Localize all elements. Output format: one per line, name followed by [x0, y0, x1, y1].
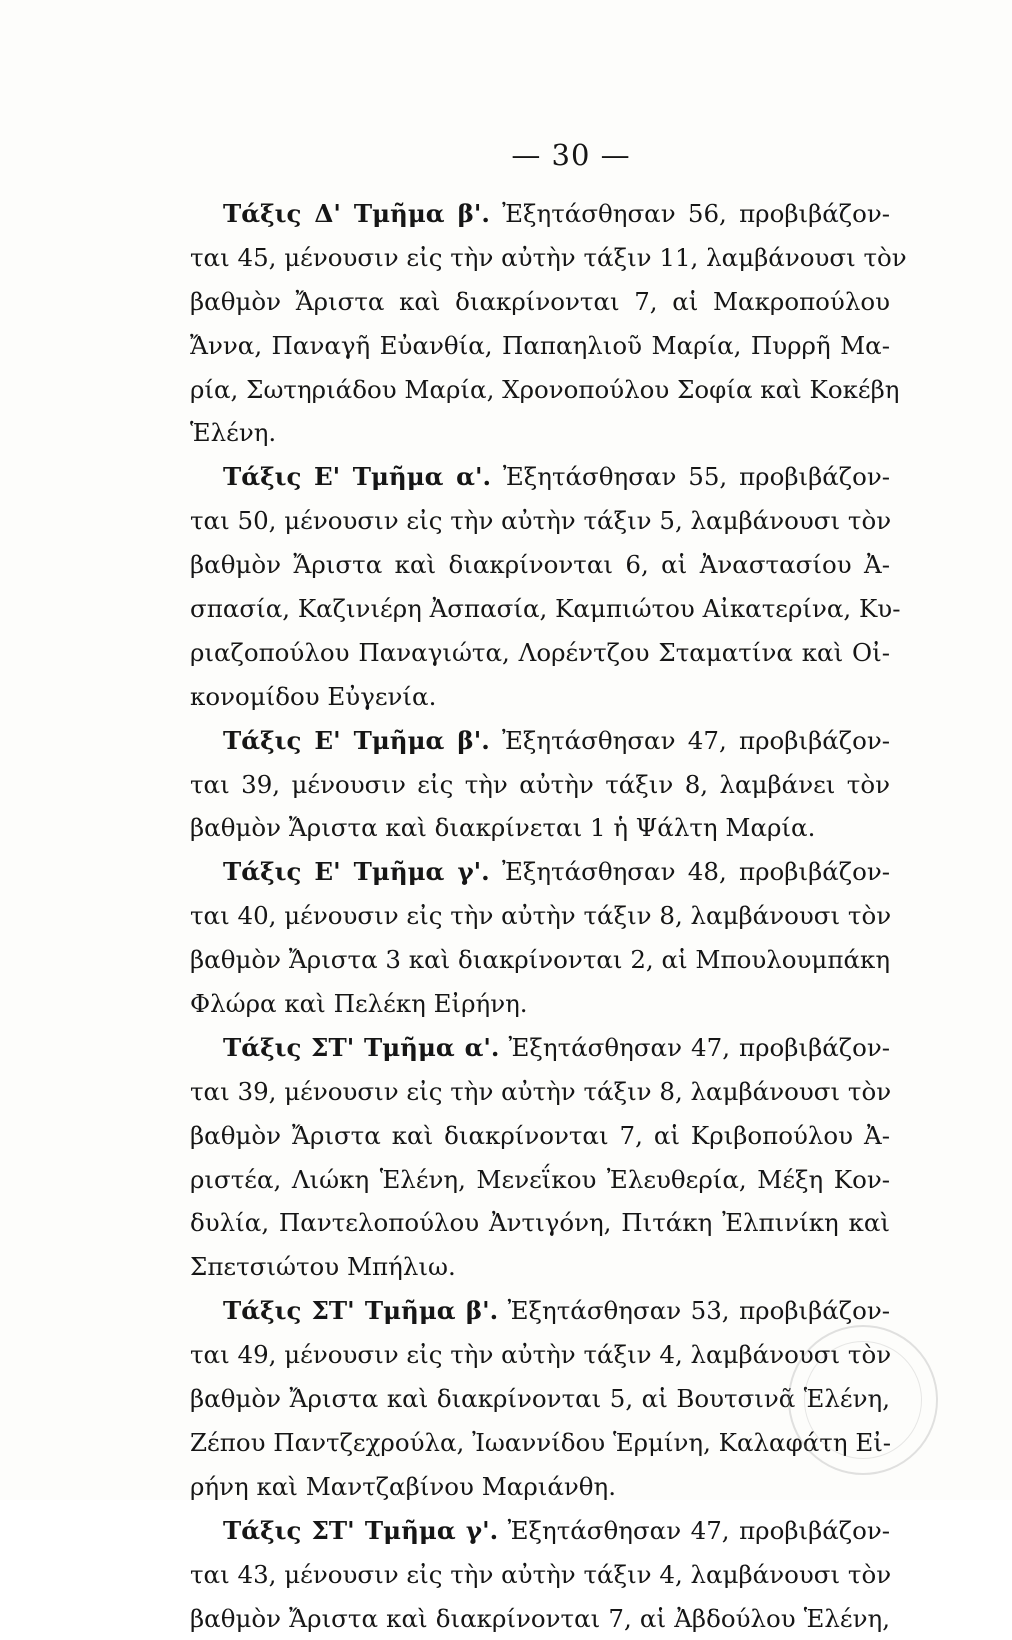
paragraph-line: ται 50, μένουσιν εἰς τὴν αὐτὴν τάξιν 5, λαμβάνουσι τὸν [190, 499, 890, 543]
paragraph-first-line [190, 1509, 890, 1553]
paragraph-text: Ἐξητάσθησαν 47, προβιβάζον- [490, 726, 890, 755]
paragraph-line: δυλία, Παντελοπούλου Ἀντιγόνη, Πιτάκη Ἐλπινίκη καὶ [190, 1201, 890, 1245]
class-report-paragraph [190, 455, 890, 718]
paragraph-text: Ἐξητάσθησαν 47, προβιβάζον- [498, 1516, 890, 1545]
paragraph-first-line [190, 455, 890, 499]
paragraph-first-line [190, 1026, 890, 1070]
paragraph-text: Ἐξητάσθησαν 48, προβιβάζον- [490, 857, 890, 886]
class-report-paragraph [190, 1026, 890, 1289]
class-section-heading: Τάξις ΣΤ' Τμῆμα α'. [223, 1033, 499, 1062]
paragraph-line: Ἄννα, Παναγῆ Εὐανθία, Παπαηλιοῦ Μαρία, Πυρρῆ Μα- [190, 324, 890, 368]
class-report-paragraph [190, 192, 890, 455]
paragraph-line: ται 39, μένουσιν εἰς τὴν αὐτὴν τάξιν 8, λαμβάνει τὸν [190, 763, 890, 807]
paragraph-text: Ἐξητάσθησαν 55, προβιβάζον- [491, 462, 890, 491]
class-section-heading: Τάξις Ε' Τμῆμα γ'. [223, 857, 490, 886]
paragraph-line: βαθμὸν Ἄριστα καὶ διακρίνονται 7, αἱ Κριβοπούλου Ἀ- [190, 1114, 890, 1158]
paragraph-line: σπασία, Καζινιέρη Ἀσπασία, Καμπιώτου Αἰκατερίνα, Κυ- [190, 587, 890, 631]
paragraph-first-line [190, 850, 890, 894]
class-section-heading: Τάξις Ε' Τμῆμα β'. [223, 726, 490, 755]
page-number: — 30 — [0, 138, 1012, 172]
paragraph-line: βαθμὸν Ἄριστα 3 καὶ διακρίνονται 2, αἱ Μπουλουμπάκη [190, 938, 890, 982]
class-report-paragraph [190, 1289, 890, 1508]
class-report-paragraph [190, 850, 890, 1026]
paragraph-line: ριστέα, Λιώκη Ἑλένη, Μενεΐκου Ἐλευθερία, Μέξη Κον- [190, 1158, 890, 1202]
paragraph-text: Ἐξητάσθησαν 56, προβιβάζον- [490, 199, 890, 228]
paragraph-line: ρήνη καὶ Μαντζαβίνου Μαριάνθη. [190, 1465, 890, 1509]
report-body [190, 192, 890, 1640]
paragraph-line: ται 43, μένουσιν εἰς τὴν αὐτὴν τάξιν 4, λαμβάνουσι τὸν [190, 1553, 890, 1597]
paragraph-line: κονομίδου Εὐγενία. [190, 675, 890, 719]
class-section-heading: Τάξις ΣΤ' Τμῆμα γ'. [223, 1516, 498, 1545]
library-seal-watermark [788, 1325, 938, 1475]
paragraph-line: ρία, Σωτηριάδου Μαρία, Χρονοπούλου Σοφία καὶ Κοκέβη [190, 368, 890, 412]
paragraph-first-line [190, 192, 890, 236]
paragraph-line: Φλώρα καὶ Πελέκη Εἰρήνη. [190, 982, 890, 1026]
paragraph-line: Σπετσιώτου Μπήλιω. [190, 1245, 890, 1289]
paragraph-first-line [190, 1289, 890, 1333]
paragraph-text: Ἐξητάσθησαν 53, προβιβάζον- [498, 1296, 890, 1325]
paragraph-line: βαθμὸν Ἄριστα καὶ διακρίνονται 7, αἱ Ἀβδούλου Ἑλένη, [190, 1597, 890, 1640]
class-report-paragraph [190, 719, 890, 851]
paragraph-line: βαθμὸν Ἄριστα καὶ διακρίνεται 1 ἡ Ψάλτη Μαρία. [190, 806, 890, 850]
paragraph-line: βαθμὸν Ἄριστα καὶ διακρίνονται 5, αἱ Βουτσινᾶ Ἑλένη, [190, 1377, 890, 1421]
class-section-heading: Τάξις ΣΤ' Τμῆμα β'. [223, 1296, 498, 1325]
paragraph-line: βαθμὸν Ἄριστα καὶ διακρίνονται 6, αἱ Ἀναστασίου Ἀ- [190, 543, 890, 587]
class-report-paragraph [190, 1509, 890, 1640]
paragraph-first-line [190, 719, 890, 763]
paragraph-line: ται 39, μένουσιν εἰς τὴν αὐτὴν τάξιν 8, λαμβάνουσι τὸν [190, 1070, 890, 1114]
paragraph-line: ται 45, μένουσιν εἰς τὴν αὐτὴν τάξιν 11, λαμβάνουσι τὸν [190, 236, 890, 280]
paragraph-line: ται 40, μένουσιν εἰς τὴν αὐτὴν τάξιν 8, λαμβάνουσι τὸν [190, 894, 890, 938]
class-section-heading: Τάξις Δ' Τμῆμα β'. [223, 199, 490, 228]
paragraph-line: ριαζοπούλου Παναγιώτα, Λορέντζου Σταματίνα καὶ Οἰ- [190, 631, 890, 675]
class-section-heading: Τάξις Ε' Τμῆμα α'. [223, 462, 491, 491]
paragraph-line: Ζέπου Παντζεχρούλα, Ἰωαννίδου Ἑρμίνη, Καλαφάτη Εἰ- [190, 1421, 890, 1465]
paragraph-text: Ἐξητάσθησαν 47, προβιβάζον- [499, 1033, 890, 1062]
paragraph-line: βαθμὸν Ἄριστα καὶ διακρίνονται 7, αἱ Μακροπούλου [190, 280, 890, 324]
paragraph-line: Ἑλένη. [190, 411, 890, 455]
paragraph-line: ται 49, μένουσιν εἰς τὴν αὐτὴν τάξιν 4, λαμβάνουσι τὸν [190, 1333, 890, 1377]
